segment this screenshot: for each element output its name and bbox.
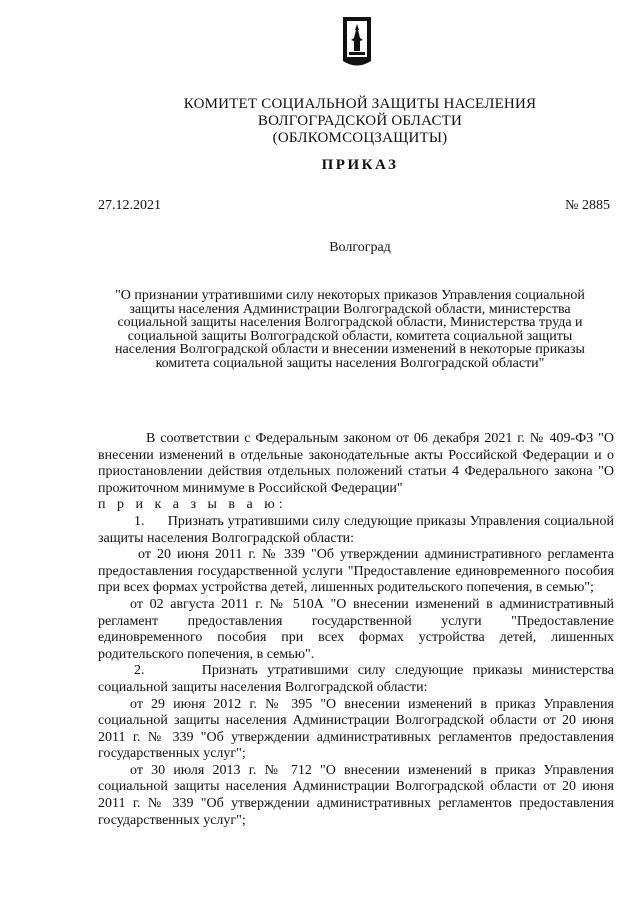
item-2-paragraph: 2. Признать утратившими силу следующие приказы министерства социальной защиты населения Волгоградской области:: [98, 663, 614, 695]
item-2b-paragraph: от 30 июля 2013 г. № 712 "О внесении изменений в приказ Управления социальной защиты населения Администрации Волгоградской области от 20 июня 2011 г. № 339 "Об утверждении административных регламентов предоставления государственных услуг";: [98, 762, 614, 828]
document-number: № 2885: [565, 198, 610, 213]
subject-line: "О признании утратившими силу некоторых приказов Управления социальной: [115, 288, 585, 303]
order-word: п р и к а з ы в а ю:: [98, 497, 287, 513]
preamble-paragraph: В соответствии с Федеральным законом от 06 декабря 2021 г. № 409-ФЗ "О внесении изменений в отдельные законодательные акты Российской Федерации и о приостановлении действия отдельных положений статьи 4 Федерального закона "О прожиточном минимуме в Российской Федерации": [98, 431, 614, 496]
subject-line: защиты населения Администрации Волгоградской области, министерства: [129, 301, 571, 317]
item-1-paragraph: 1. Признать утратившими силу следующие приказы Управления социальной защиты населения Волгоградской области:: [98, 513, 614, 546]
document-city: Волгоград: [329, 240, 391, 255]
item-2a-paragraph: от 29 июня 2012 г. № 395 "О внесении изменений в приказ Управления социальной защиты населения Администрации Волгоградской области от 20 июня 2011 г. № 339 "Об утверждении административных регламентов предоставления государственных услуг";: [98, 696, 614, 762]
item-1a-paragraph: от 20 июня 2011 г. № 339 "Об утверждении административного регламента предоставления государственной услуги "Предоставление единовременного пособия при всех формах устройства детей, лишенных родительского попечения, в семью";: [98, 547, 614, 596]
subject-line: населения Волгоградской области и внесении изменений в некоторые приказы: [115, 342, 585, 357]
volgograd-emblem-icon: [342, 16, 372, 70]
org-name-line3: (ОБЛКОМСОЦЗАЩИТЫ): [272, 130, 448, 146]
subject-line: социальной защиты населения Волгоградской области, Министерства труда и: [117, 315, 583, 330]
subject-line: комитета социальной защиты населения Волгоградской области": [155, 355, 545, 371]
document-subject: [90, 289, 610, 370]
org-name-line1: КОМИТЕТ СОЦИАЛЬНОЙ ЗАЩИТЫ НАСЕЛЕНИЯ: [183, 96, 537, 112]
item-1b-paragraph: от 02 августа 2011 г. № 510А "О внесении изменений в административный регламент предоставления государственной услуги "Предоставление единовременного пособия при всех формах устройства детей, лишенных родительского попечения, в семью".: [98, 596, 614, 662]
document-body: [98, 431, 614, 829]
subject-line: социальной защиты Волгоградской области, комитета социальной защиты: [127, 328, 573, 344]
org-name-line2: ВОЛГОГРАДСКОЙ ОБЛАСТИ: [257, 113, 463, 129]
document-date: 27.12.2021: [98, 198, 161, 213]
document-type-title: ПРИКАЗ: [321, 157, 399, 173]
